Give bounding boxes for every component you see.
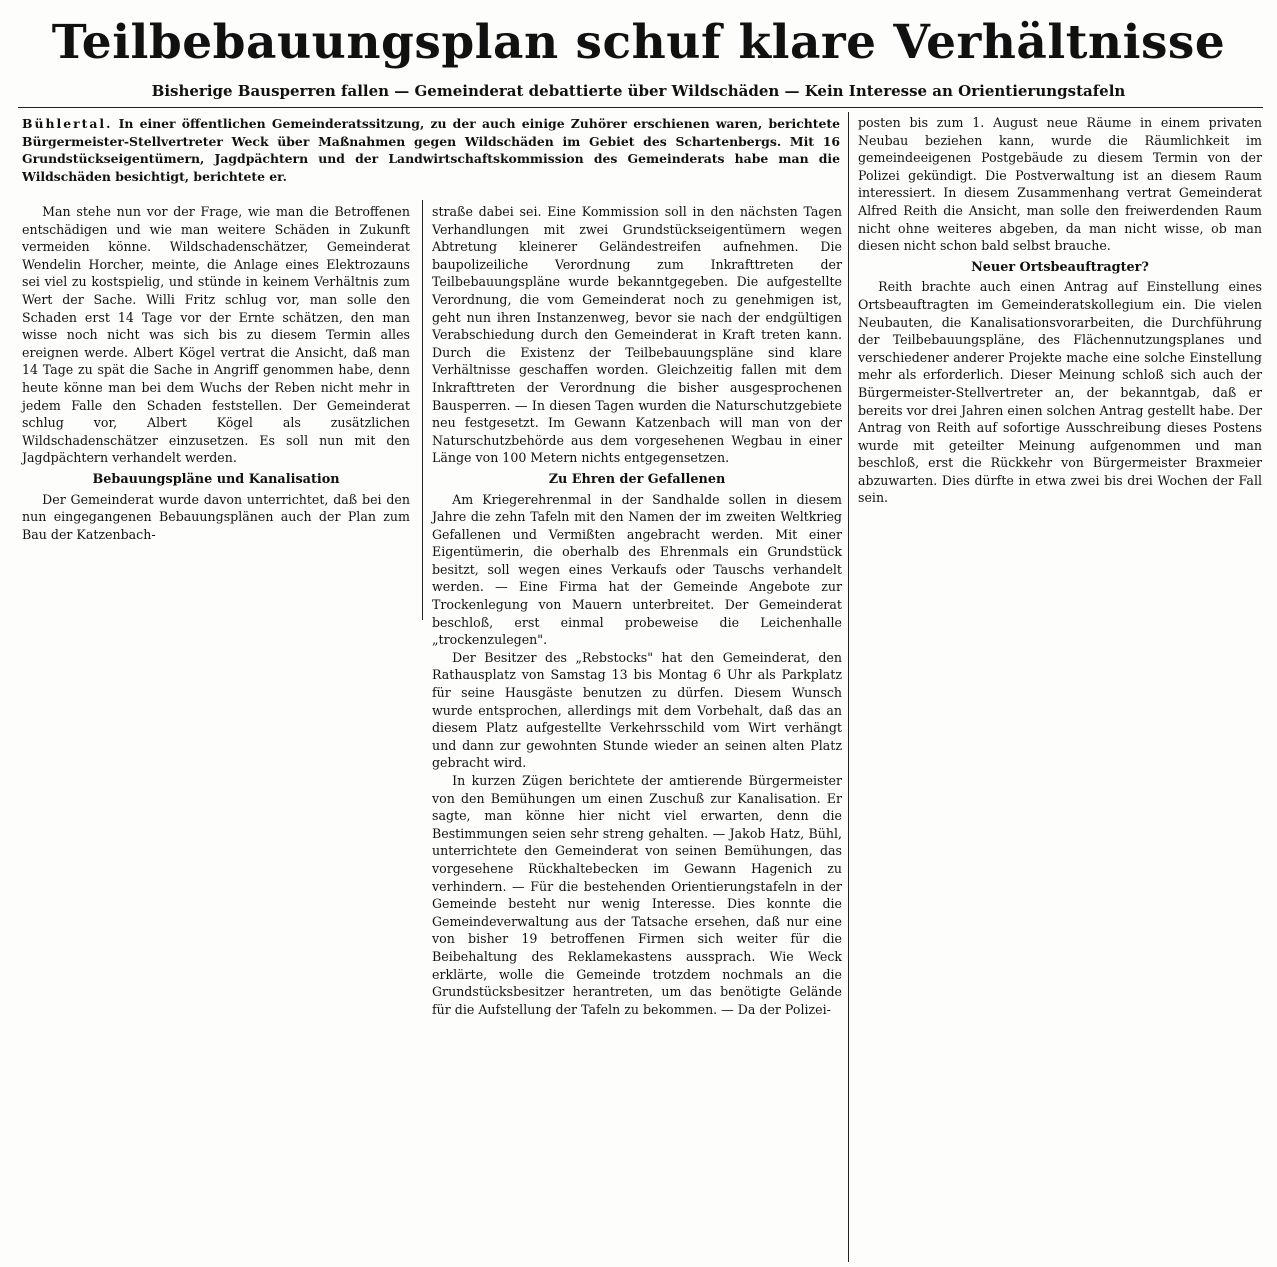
column-1 <box>22 203 410 543</box>
column-divider-2 <box>848 112 849 1262</box>
col2-paragraph-2: Am Kriegerehrenmal in der Sandhalde sollen in diesem Jahre die zehn Tafeln mit den Namen der im zweiten Weltkrieg Gefallenen und Vermißten angebracht werden. Mit einer Eigentümerin, die oberhalb des Ehrenmals ein Grundstück besitzt, soll wegen eines Verkaufs oder Tauschs verhandelt werden. — Eine Firma hat der Gemeinde Angebote zur Trockenlegung von Mauern unterbreitet. Der Gemeinderat beschloß, erst einmal probeweise die Leichenhalle „trockenzulegen". <box>432 491 842 648</box>
column-2 <box>432 203 842 1018</box>
col3-paragraph-1: posten bis zum 1. August neue Räume in einem privaten Neubau beziehen kann, wurde die Räumlichkeit im gemeindeeigenen Postgebäude zu diesem Termin von der Polizei gekündigt. Die Postverwaltung ist an diesem Raum interessiert. In diesem Zusammenhang vertrat Gemeinderat Alfred Reith die Ansicht, man solle den freiwerdenden Raum nicht ohne weiteres abgeben, da man nicht wisse, ob man diesen nicht schon bald selbst brauche. <box>858 115 1262 254</box>
headline: Teilbebauungsplan schuf klare Verhältnisse <box>51 15 1226 70</box>
col3-heading: Neuer Ortsbeauftragter? <box>971 259 1149 275</box>
lead-text: In einer öffentlichen Gemeinderatssitzung, zu der auch einige Zuhörer erschienen waren, berichtete Bürgermeister-Stellvertreter Weck über Maßnahmen gegen Wildschäden im Gebiet des Schartenbergs. Mit 16 Grundstückseigentümern, Jagdpächtern und der Landwirtschaftskommission des Gemeinderats habe man die Wildschäden besichtigt, berichtete er. <box>22 116 840 184</box>
col1-paragraph-2: Der Gemeinderat wurde davon unterrichtet, daß bei den nun eingegangenen Bebauungsplänen auch der Plan zum Bau der Katzenbach- <box>22 491 410 542</box>
top-rule <box>18 107 1263 108</box>
col2-heading: Zu Ehren der Gefallenen <box>548 471 726 487</box>
col2-paragraph-4: In kurzen Zügen berichtete der amtierende Bürgermeister von den Bemühungen um einen Zuschuß zur Kanalisation. Er sagte, man könne hier nicht viel erwarten, denn die Bestimmungen seien sehr streng gehalten. — Jakob Hatz, Bühl, unterrichtete den Gemeinderat von seinen Bemühungen, das vorgesehene Rückhaltebecken im Gewann Hagenich zu verhindern. — Für die bestehenden Orientierungstafeln in der Gemeinde besteht nur wenig Interesse. Dies konnte die Gemeindeverwaltung aus der Tatsache ersehen, daß nur eine von bisher 19 betroffenen Firmen sich weiter für die Beibehaltung des Reklamekastens aussprach. Wie Weck erklärte, wolle die Gemeinde trotzdem nochmals an die Grundstücksbesitzer herantreten, um das benötigte Gelände für die Aufstellung der Tafeln zu bekommen. — Da der Polizei- <box>432 773 842 1017</box>
col2-paragraph-3: Der Besitzer des „Rebstocks" hat den Gemeinderat, den Rathausplatz von Samstag 13 bis Montag 6 Uhr als Parkplatz für seine Hausgäste benutzen zu dürfen. Diesem Wunsch wurde entsprochen, allerdings mit dem Vorbehalt, daß das an diesem Platz aufgestellte Verkehrsschild vom Wirt verhängt und dann zur gewohnten Stunde wieder an seinen alten Platz gebracht wird. <box>432 649 842 771</box>
subheadline: Bisherige Bausperren fallen — Gemeinderat debattierte über Wildschäden — Kein Interesse an Orientierungstafeln <box>151 82 1126 100</box>
column-3 <box>858 114 1262 507</box>
col2-paragraph-1: straße dabei sei. Eine Kommission soll in den nächsten Tagen Verhandlungen mit zwei Grundstückseigentümern wegen Abtretung kleinerer Geländestreifen aufnehmen. Die baupolizeiliche Verordnung zum Inkrafttreten der Teilbebauungspläne wurde bekanntgegeben. Die aufgestellte Verordnung, die vom Gemeinderat noch zu genehmigen ist, geht nun ihren Instanzenweg, bevor sie nach der endgültigen Verabschiedung durch den Gemeinderat in Kraft treten kann. Durch die Existenz der Teilbebauungspläne sind klare Verhältnisse geschaffen worden. Gleichzeitig fallen mit dem Inkrafttreten der Verordnung die bisher ausgesprochenen Bausperren. — In diesen Tagen wurden die Naturschutzgebiete neu festgesetzt. Im Gewann Katzenbach will man von der Naturschutzbehörde aus dem vorgesehenen Wegbau in einer Länge von 100 Metern nichts entgegensetzen. <box>432 204 842 466</box>
col3-paragraph-2: Reith brachte auch einen Antrag auf Einstellung eines Ortsbeauftragten im Gemeinderatskollegium ein. Die vielen Neubauten, die Kanalisationsvorarbeiten, die Durchführung der Teilbebauungspläne, des Flächennutzungsplanes und verschiedener anderer Projekte mache eine solche Einstellung mehr als erforderlich. Dieser Meinung schloß sich auch der Bürgermeister-Stellvertreter an, der bekanntgab, daß er bereits vor drei Jahren einen solchen Antrag gestellt habe. Der Antrag von Reith auf sofortige Ausschreibung dieses Postens wurde mit geteilter Meinung aufgenommen und man beschloß, erst die Rückkehr von Bürgermeister Braxmeier abzuwarten. Dies dürfte in etwa zwei bis drei Wochen der Fall sein. <box>858 279 1262 506</box>
col1-heading: Bebauungspläne und Kanalisation <box>92 471 340 487</box>
lead-place: Bühlertal. <box>22 116 113 131</box>
col1-paragraph-1: Man stehe nun vor der Frage, wie man die Betroffenen entschädigen und wie man weitere Schäden in Zukunft vermeiden könne. Wildschadenschätzer, Gemeinderat Wendelin Horcher, meinte, die Anlage eines Elektrozauns sei viel zu kostspielig, und stünde in keinem Verhältnis zum Wert der Sache. Willi Fritz schlug vor, man solle den Schaden erst 14 Tage vor der Ernte schätzen, den man wisse noch nicht was sich bis zu diesem Termin alles ereignen werde. Albert Kögel vertrat die Ansicht, daß man 14 Tage zu spät die Sache in Angriff genommen habe, denn heute könne man bei dem Wuchs der Reben nicht mehr in jedem Falle den Schaden feststellen. Der Gemeinderat schlug vor, Albert Kögel als zusätzlichen Wildschadenschätzer einzusetzen. Es soll nun mit den Jagdpächtern verhandelt werden. <box>22 204 410 466</box>
column-divider-1 <box>422 200 423 620</box>
lead-paragraph <box>22 115 840 185</box>
